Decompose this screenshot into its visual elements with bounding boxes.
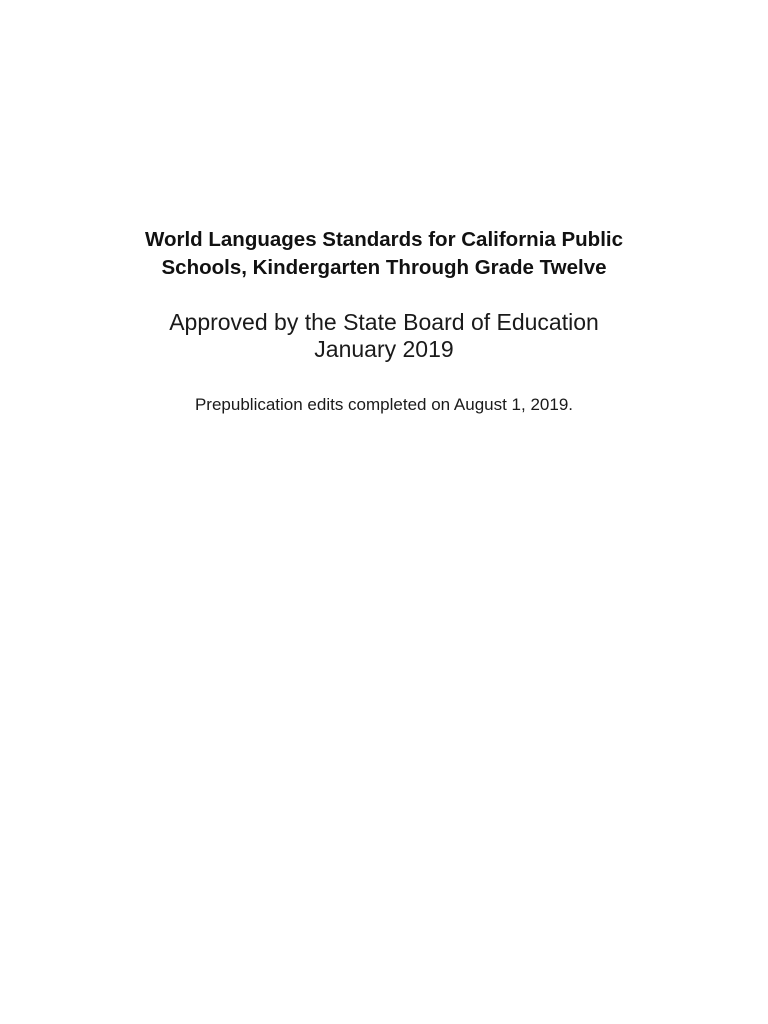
prepublication-note <box>0 394 768 416</box>
prepublication-note-text: Prepublication edits completed on August 1, 2019. <box>194 395 574 414</box>
title-line-2: Schools, Kindergarten Through Grade Twelve <box>161 256 607 279</box>
approval-line-1: Approved by the State Board of Education <box>169 309 599 335</box>
approval-statement <box>0 309 768 363</box>
document-title <box>0 226 768 282</box>
approval-date: January 2019 <box>314 336 454 362</box>
title-line-1: World Languages Standards for California Public <box>144 228 624 251</box>
